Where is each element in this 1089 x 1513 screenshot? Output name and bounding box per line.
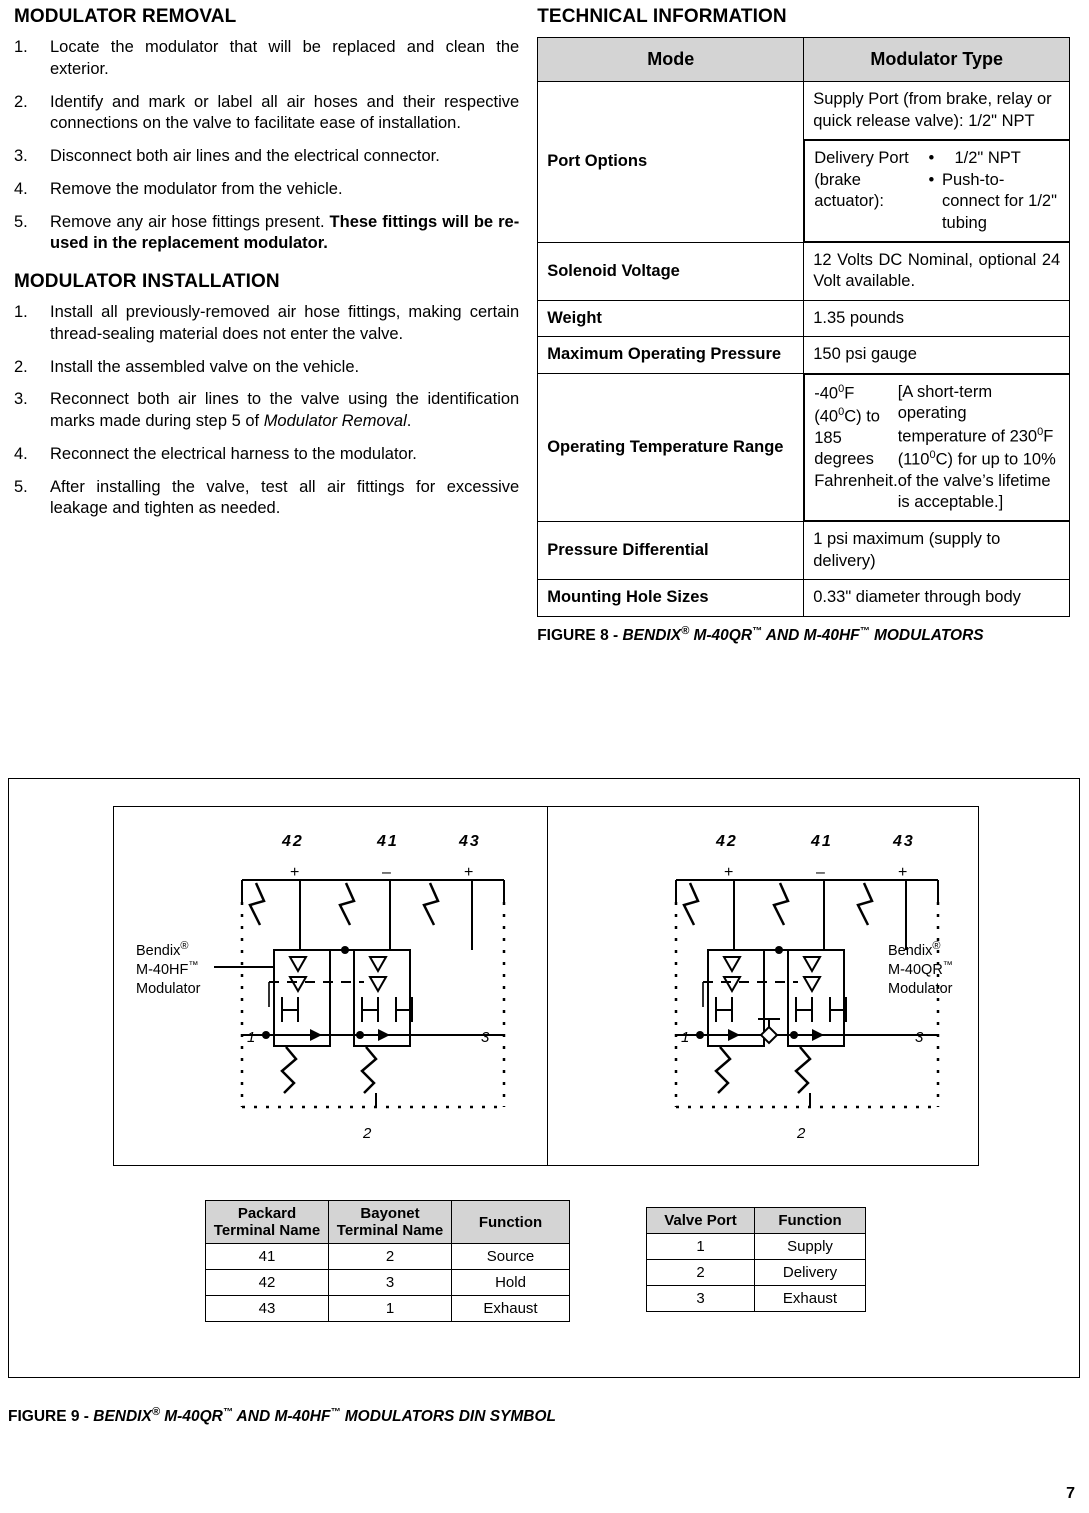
list-item (14, 212, 519, 256)
step-number: 2. (14, 92, 28, 111)
table-row (538, 243, 1070, 301)
cell-port: 3 (647, 1286, 755, 1312)
caption-model-1: M-40QR (159, 1407, 223, 1425)
degree-superscript: 0 (1037, 425, 1044, 438)
caption-brand (622, 624, 984, 644)
step-text: Remove the modulator from the vehicle. (50, 179, 343, 198)
degree-superscript: 0 (838, 405, 845, 418)
step-number: 4. (14, 179, 28, 198)
caption-prefix: FIGURE 9 - (8, 1407, 94, 1425)
column-header-function: Function (755, 1208, 866, 1234)
bullet-icon: • (928, 149, 935, 168)
cell-packard: 41 (206, 1244, 329, 1270)
schematic-right-m40qr (548, 807, 981, 1167)
table-row (206, 1270, 570, 1296)
degree-superscript: 0 (838, 382, 845, 395)
port-number-3: 3 (481, 1029, 490, 1046)
row-label-solenoid-voltage: Solenoid Voltage (538, 243, 804, 301)
trademark-icon: ™ (222, 1406, 233, 1418)
caption-brand (93, 1405, 556, 1425)
temp-text: C) to 185 degrees Fahrenheit. (814, 407, 898, 490)
terminal-number-42: 42 (716, 833, 738, 850)
din-symbol-right-svg (548, 807, 981, 1167)
cell-function: Exhaust (452, 1296, 570, 1322)
row-label-operating-temperature-range: Operating Temperature Range (538, 373, 804, 522)
list-item (14, 37, 519, 81)
cell-supply-port: Supply Port (from brake, relay or quick release valve): 1/2" NPT (804, 82, 1070, 140)
step-text: Install the assembled valve on the vehicle. (50, 357, 360, 376)
technical-information-table (537, 37, 1070, 617)
registered-icon: ® (180, 940, 189, 952)
left-column (14, 6, 537, 646)
row-label-mounting-hole-sizes: Mounting Hole Sizes (538, 580, 804, 616)
trademark-icon: ™ (330, 1406, 341, 1418)
step-text-after: . (406, 412, 412, 431)
step-text: Reconnect both air lines to the valve using the identification marks made during step 5 of (50, 390, 520, 431)
table-row (206, 1244, 570, 1270)
modulator-removal-steps (14, 37, 519, 255)
caption-model-1: M-40QR (689, 626, 753, 644)
caption-suffix: MODULATORS DIN SYMBOL (340, 1407, 556, 1425)
registered-icon: ® (681, 624, 690, 637)
caption-brand-text: BENDIX (93, 1407, 152, 1425)
row-label-pressure-differential: Pressure Differential (538, 522, 804, 580)
registered-icon: ® (932, 940, 941, 952)
page-number: 7 (1066, 1485, 1075, 1502)
step-text: Identify and mark or label all air hoses and their respective connections on the valve to facilitate ease of installation. (50, 92, 520, 133)
table-row (647, 1260, 866, 1286)
port-number-1: 1 (681, 1029, 690, 1046)
trademark-icon: ™ (942, 960, 953, 972)
cell-packard: 42 (206, 1270, 329, 1296)
brand-text: Bendix (888, 942, 933, 959)
heading-technical-information: TECHNICAL INFORMATION (537, 6, 787, 27)
table-row (538, 82, 1070, 140)
step-text: After installing the valve, test all air fittings for excessive leakage and tighten as needed. (50, 477, 520, 518)
table-row (647, 1234, 866, 1260)
step-number: 1. (14, 38, 28, 56)
caption-model-2: AND M-40HF (232, 1407, 331, 1425)
trademark-icon: ™ (752, 625, 763, 637)
row-label-weight: Weight (538, 300, 804, 336)
device-label-line-3: Modulator (888, 980, 953, 997)
list-item (14, 477, 519, 521)
column-header-bayonet-terminal-name: Bayonet Terminal Name (329, 1201, 452, 1244)
step-text: Disconnect both air lines and the electrical connector. (50, 147, 440, 166)
heading-modulator-installation: MODULATOR INSTALLATION (14, 271, 280, 293)
table-row (538, 580, 1070, 616)
table-row (538, 373, 1070, 522)
terminal-number-43: 43 (459, 833, 481, 850)
cell-mounting-hole-sizes: 0.33" diameter through body (804, 580, 1070, 616)
step-text: Remove any air hose fittings present. (50, 212, 330, 231)
step-number: 3. (14, 147, 28, 166)
row-label-port-options: Port Options (538, 82, 804, 243)
polarity-sign-plus-42: + (290, 864, 300, 881)
step-text: Locate the modulator that will be replaced and clean the exterior. (50, 38, 520, 78)
cell-solenoid-voltage: 12 Volts DC Nominal, optional 24 Volt available. (804, 243, 1070, 301)
list-item (14, 389, 519, 433)
cell-function: Exhaust (755, 1286, 866, 1312)
row-label-maximum-operating-pressure: Maximum Operating Pressure (538, 337, 804, 373)
registered-icon: ® (151, 1405, 160, 1418)
column-header-packard-terminal-name: Packard Terminal Name (206, 1201, 329, 1244)
polarity-sign-minus-41: – (816, 864, 825, 881)
cell-weight: 1.35 pounds (804, 300, 1070, 336)
figure-9-caption (8, 1406, 556, 1426)
bullet-icon: • (928, 170, 935, 189)
table-row (206, 1296, 570, 1322)
temp-text: F (110 (897, 427, 1054, 469)
valve-port-table (646, 1207, 866, 1312)
cell-function: Delivery (755, 1260, 866, 1286)
step-text-bold: These fittings will be re-used in the replacement modulator. (50, 212, 520, 253)
terminal-number-41: 41 (811, 833, 833, 850)
step-number: 3. (14, 390, 28, 409)
list-item (14, 92, 519, 136)
port-number-2: 2 (797, 1125, 806, 1142)
cell-maximum-operating-pressure: 150 psi gauge (804, 337, 1070, 373)
list-item (14, 444, 519, 466)
table-row (538, 337, 1070, 373)
polarity-sign-plus-43: + (464, 864, 474, 881)
delivery-port-bullets (928, 148, 1059, 234)
list-item (928, 170, 1059, 234)
caption-model-2: AND M-40HF (762, 626, 860, 644)
bullet-text: 1/2" NPT (954, 149, 1021, 168)
cell-bayonet: 2 (329, 1244, 452, 1270)
cell-packard: 43 (206, 1296, 329, 1322)
port-number-2: 2 (363, 1125, 372, 1142)
terminal-number-42: 42 (282, 833, 304, 850)
bullet-text: Push-to-connect for 1/2" tubing (941, 170, 1057, 232)
step-text: Reconnect the electrical harness to the modulator. (50, 444, 417, 463)
top-two-column-area (0, 0, 1089, 646)
device-label-line-3: Modulator (136, 980, 201, 997)
modulator-installation-steps (14, 302, 519, 520)
schematic-outer-frame (113, 806, 979, 1166)
cell-bayonet: 3 (329, 1270, 452, 1296)
terminal-number-41: 41 (377, 833, 399, 850)
table-row (538, 522, 1070, 580)
model-text: M-40QR (888, 962, 943, 979)
step-text: Install all previously-removed air hose fittings, making certain thread-sealing material does not enter the valve. (50, 303, 520, 343)
table-row (538, 300, 1070, 336)
column-header-modulator-type: Modulator Type (804, 38, 1070, 82)
din-symbol-left-svg (114, 807, 547, 1167)
degree-superscript: 0 (929, 448, 936, 461)
step-number: 2. (14, 357, 28, 376)
polarity-sign-plus-42: + (724, 864, 734, 881)
list-item (14, 302, 519, 346)
caption-prefix: FIGURE 8 - (537, 626, 623, 644)
step-number: 1. (14, 303, 28, 322)
delivery-port-text: Delivery Port (brake actuator): (814, 149, 909, 211)
port-number-1: 1 (247, 1029, 256, 1046)
schematic-left-m40hf (114, 807, 547, 1167)
polarity-sign-plus-43: + (898, 864, 908, 881)
temp-line-1 (814, 382, 897, 503)
list-item (14, 357, 519, 379)
right-column (537, 6, 1075, 646)
brand-text: Bendix (136, 942, 181, 959)
temp-text: F (40 (814, 384, 855, 426)
trademark-icon: ™ (859, 625, 870, 637)
temp-text: [A short-term operating temperature of 230 (897, 382, 1038, 446)
cell-bayonet: 1 (329, 1296, 452, 1322)
temp-line-2 (898, 382, 1060, 514)
caption-brand-text: BENDIX (622, 626, 682, 644)
figure-8-caption (537, 624, 1075, 646)
step-number: 5. (14, 477, 28, 496)
cell-function: Hold (452, 1270, 570, 1296)
table-header-row (647, 1208, 866, 1234)
cell-port: 2 (647, 1260, 755, 1286)
table-row (647, 1286, 866, 1312)
caption-suffix: MODULATORS (869, 626, 984, 644)
port-number-3: 3 (915, 1029, 924, 1046)
cell-function: Source (452, 1244, 570, 1270)
step-number: 5. (14, 212, 28, 231)
figure-9-box (8, 778, 1080, 1378)
list-item (14, 146, 519, 168)
cell-function: Supply (755, 1234, 866, 1260)
list-item (14, 179, 519, 201)
table-header-row (206, 1201, 570, 1244)
model-text: M-40HF (136, 962, 189, 979)
temp-text: -40 (814, 384, 839, 403)
column-header-mode: Mode (538, 38, 804, 82)
trademark-icon: ™ (188, 960, 199, 972)
cell-operating-temperature-range (804, 374, 1070, 522)
cell-port: 1 (647, 1234, 755, 1260)
polarity-sign-minus-41: – (382, 864, 391, 881)
cell-pressure-differential: 1 psi maximum (supply to delivery) (804, 522, 1070, 580)
terminal-name-table (205, 1200, 570, 1322)
column-header-valve-port: Valve Port (647, 1208, 755, 1234)
step-text-italic: Modulator Removal (263, 412, 407, 431)
terminal-number-43: 43 (893, 833, 915, 850)
temp-text: C) for up to 10% of the valve’s lifetime is acceptable.] (897, 450, 1056, 511)
cell-delivery-port (804, 140, 1070, 242)
list-item (928, 148, 1059, 169)
step-number: 4. (14, 444, 28, 463)
heading-modulator-removal: MODULATOR REMOVAL (14, 6, 237, 27)
table-header-row (538, 38, 1070, 82)
column-header-function: Function (452, 1201, 570, 1244)
